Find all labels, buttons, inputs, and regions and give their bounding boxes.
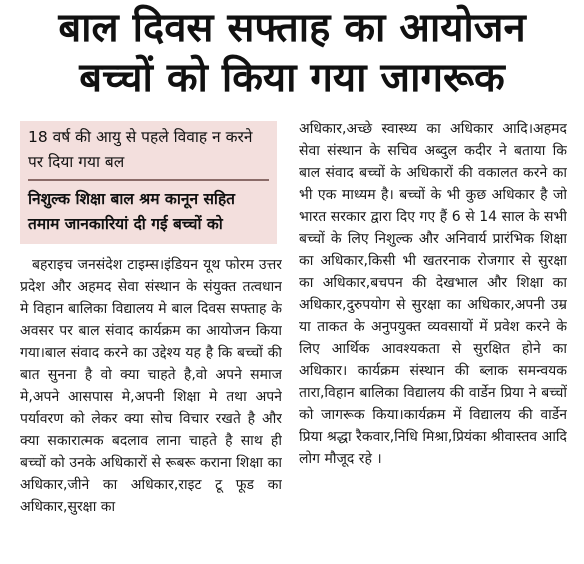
subheading-second: निशुल्क शिक्षा बाल श्रम कानून सहित तमाम जानकारियां दी गई बच्चों को: [28, 190, 236, 233]
subheading-box: [20, 121, 277, 244]
subheading-first: 18 वर्ष की आयु से पहले विवाह न करने पर दिया गया बल: [28, 128, 253, 171]
headline-line-1: बाल दिवस सफ्ताह का आयोजन: [58, 5, 526, 51]
article-text-left: बहराइच जनसंदेश टाइम्स।इंडियन यूथ फोरम उत्तर प्रदेश और अहमद सेवा संस्थान के संयुक्त तत्वधान मे विहान बालिका विद्यालय मे बाल दिवस सफ्ताह के अवसर पर बाल संवाद कार्यक्रम का आयोजन किया गया।बाल संवाद करने का उद्देश्य यह है कि बच्चों की बात सुनना है वो क्या चाहते है,वो अपने समाज मे,अपने आसपास मे,अपनी शिक्षा मे तथा अपने पर्यावरण को लेकर क्या सोच विचार रखते है और क्या सकारात्मक बदलाव लाना चाहते है साथ ही बच्चों को उनके अधिकारों से रूबरू कराना शिक्षा का अधिकार,जीने का अधिकार,राइट टू फूड का अधिकार,सुरक्षा का: [20, 257, 282, 515]
headline-line-2: बच्चों को किया गया जागरूक: [79, 55, 505, 101]
subheading-divider: [28, 179, 269, 181]
article-column-right: [299, 118, 567, 558]
article-text-right: अधिकार,अच्छे स्वास्थ्य का अधिकार आदि।अहमद सेवा संस्थान के सचिव अब्दुल कदीर ने बताया कि बाल संवाद बच्चों के अधिकारों की वकालत करने का भी एक माध्यम है। बच्चों के भी कुछ अधिकार है जो भारत सरकार द्वारा दिए गए हैं 6 से 14 साल के सभी बच्चों के लिए निशुल्क और अनिवार्य प्रारंभिक शिक्षा का अधिकार,किसी भी खतरनाक रोजगार से सुरक्षा का अधिकार,बचपन की देखभाल और शिक्षा का अधिकार,दुरुपयोग से सुरक्षा का अधिकार,अपनी उम्र या ताकत के अनुपयुक्त व्यवसायों में प्रवेश करने के लिए आर्थिक आवश्यकता से सुरक्षित होने का अधिकार। कार्यक्रम संस्थान की ब्लाक समन्वयक तारा,विहान बालिका विद्यालय की वार्डेन प्रिया ने बच्चों को जागरूक किया।कार्यक्रम में विद्यालय की वार्डेन प्रिया श्रद्धा रैकवार,निधि मिश्रा,प्रियंका श्रीवास्तव आदि लोग मौजूद रहे ।: [299, 121, 567, 467]
article-column-left: [20, 254, 282, 554]
